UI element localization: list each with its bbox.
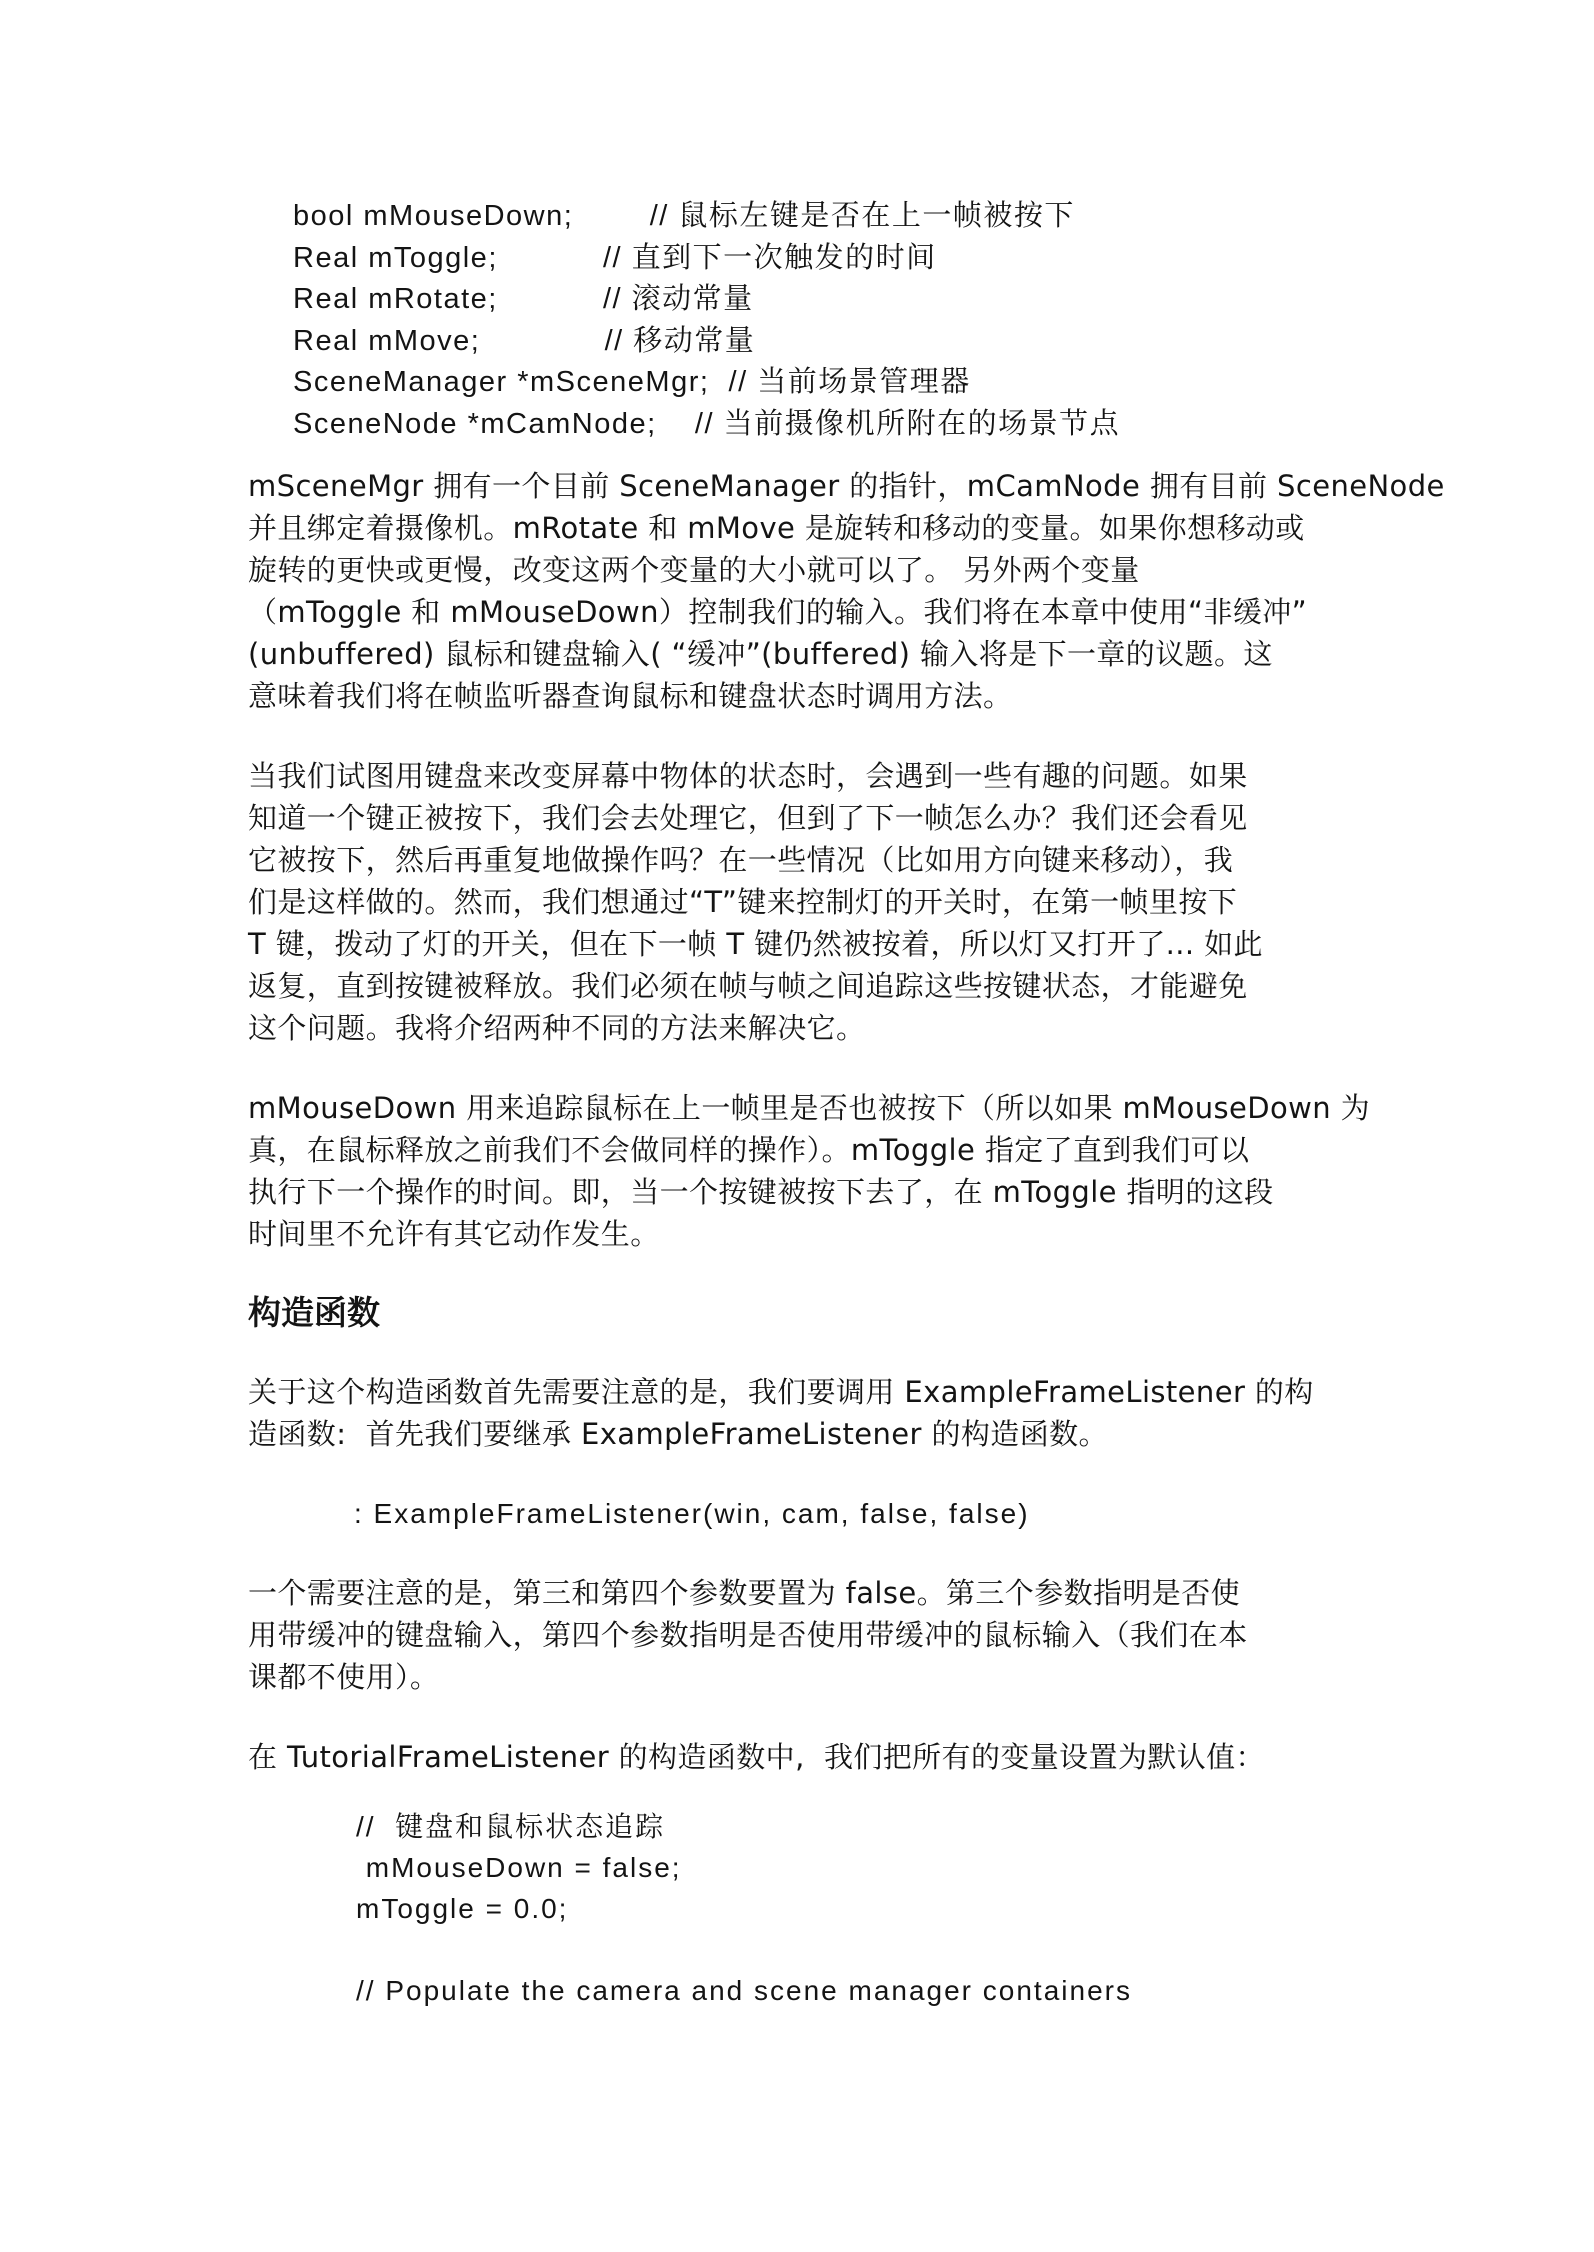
paragraph-keyboard-state <box>248 755 1348 1049</box>
text-line: 执行下一个操作的时间。即，当一个按键被按下去了，在 mToggle 指明的这段 <box>248 1175 1274 1209</box>
paragraph-constructor-intro <box>248 1371 1348 1455</box>
member-variables-code <box>248 196 1348 445</box>
code-line: // Populate the camera and scene manager containers <box>356 1975 1132 2006</box>
text-line: 它被按下，然后再重复地做操作吗？在一些情况（比如用方向键来移动），我 <box>248 843 1234 877</box>
document-page <box>248 196 1445 2011</box>
code-line: // 键盘和鼠标状态追踪 <box>356 1811 666 1842</box>
text-line: mSceneMgr 拥有一个目前 SceneManager 的指针，mCamNode 拥有目前 SceneNode <box>248 469 1445 503</box>
text-line: (unbuffered) 鼠标和键盘输入( “缓冲”(buffered) 输入将是下一章的议题。这 <box>248 637 1273 671</box>
code-line: mMouseDown = false; <box>356 1852 682 1883</box>
code-line: bool mMouseDown; // 鼠标左键是否在上一帧被按下 <box>293 200 1075 232</box>
code-line: Real mMove; // 移动常量 <box>293 324 756 357</box>
text-line: 意味着我们将在帧监听器查询鼠标和键盘状态时调用方法。 <box>248 679 1013 713</box>
code-line: Real mToggle; // 直到下一次触发的时间 <box>293 241 937 274</box>
text-line: 返复，直到按键被释放。我们必须在帧与帧之间追踪这些按键状态，才能避免 <box>248 969 1248 1003</box>
text-line: mMouseDown 用来追踪鼠标在上一帧里是否也被按下（所以如果 mMouseDown 为 <box>248 1091 1371 1125</box>
code-line: SceneManager *mSceneMgr; // 当前场景管理器 <box>293 366 971 398</box>
section-heading-constructor: 构造函数 <box>248 1293 380 1332</box>
text-line: 用带缓冲的键盘输入，第四个参数指明是否使用带缓冲的鼠标输入（我们在本 <box>248 1618 1248 1652</box>
text-line: 在 TutorialFrameListener 的构造函数中, 我们把所有的变量设置为默认值： <box>248 1740 1265 1774</box>
text-line: 真，在鼠标释放之前我们不会做同样的操作）。mToggle 指定了直到我们可以 <box>248 1133 1250 1167</box>
code-line <box>356 1929 1348 1970</box>
text-line: 旋转的更快或更慢，改变这两个变量的大小就可以了。 另外两个变量 <box>248 553 1140 587</box>
text-line: 课都不使用）。 <box>248 1660 440 1694</box>
paragraph-false-params <box>248 1572 1348 1698</box>
text-line: 们是这样做的。然而，我们想通过“T”键来控制灯的开关时，在第一帧里按下 <box>248 885 1238 919</box>
constructor-init-code: : ExampleFrameListener(win, cam, false, false) <box>354 1498 1030 1529</box>
text-line: （mToggle 和 mMouseDown）控制我们的输入。我们将在本章中使用“非缓冲” <box>248 595 1308 629</box>
text-line: T 键，拨动了灯的开关，但在下一帧 T 键仍然被按着，所以灯又打开了... 如此 <box>248 927 1263 961</box>
text-line: 并且绑定着摄像机。mRotate 和 mMove 是旋转和移动的变量。如果你想移动或 <box>248 511 1305 545</box>
paragraph-mousedown <box>248 1087 1371 1255</box>
text-line: 当我们试图用键盘来改变屏幕中物体的状态时，会遇到一些有趣的问题。如果 <box>248 759 1248 793</box>
text-line: 知道一个键正被按下，我们会去处理它，但到了下一帧怎么办？我们还会看见 <box>248 801 1248 835</box>
code-line: SceneNode *mCamNode; // 当前摄像机所附在的场景节点 <box>293 407 1121 440</box>
text-line: 时间里不允许有其它动作发生。 <box>248 1217 660 1251</box>
default-values-code <box>248 1806 1348 2011</box>
text-line: 造函数: 首先我们要继承 ExampleFrameListener 的构造函数。 <box>248 1417 1108 1451</box>
paragraph-default-values <box>248 1736 1348 1778</box>
paragraph-scenemgr <box>248 465 1445 717</box>
text-line: 这个问题。我将介绍两种不同的方法来解决它。 <box>248 1011 866 1045</box>
text-line: 关于这个构造函数首先需要注意的是，我们要调用 ExampleFrameListener 的构 <box>248 1375 1314 1409</box>
code-line: mToggle = 0.0; <box>356 1893 569 1924</box>
code-line: Real mRotate; // 滚动常量 <box>293 283 754 315</box>
text-line: 一个需要注意的是，第三和第四个参数要置为 false。第三个参数指明是否使 <box>248 1576 1241 1610</box>
